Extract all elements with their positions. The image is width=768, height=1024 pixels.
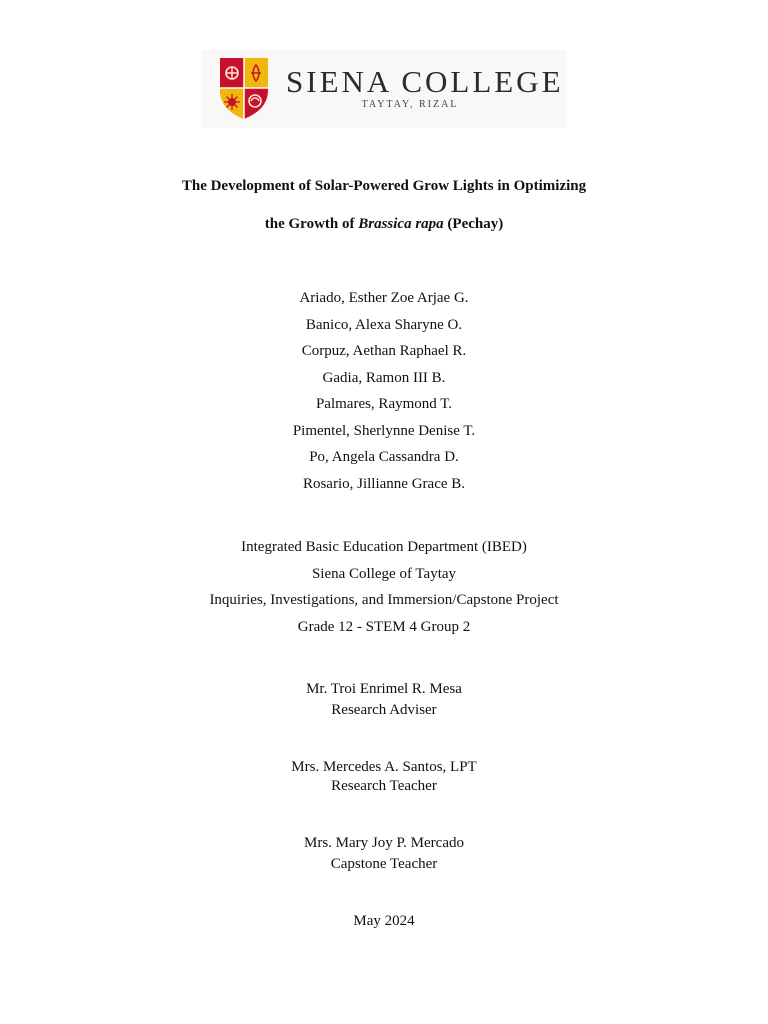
- teacher-name: Mrs. Mercedes A. Santos, LPT: [291, 759, 477, 775]
- siena-shield-icon: [218, 56, 270, 120]
- title-prefix: the Growth of: [264, 216, 359, 232]
- adviser-name: Mr. Troi Enrimel R. Mesa: [306, 681, 462, 697]
- author-name: Banico, Alexa Sharyne O.: [305, 317, 463, 333]
- teacher-role: Capstone Teacher: [330, 856, 438, 872]
- department: Integrated Basic Education Department (IBED): [241, 539, 527, 555]
- title-line-2: [0, 215, 768, 233]
- author-name: Po, Angela Cassandra D.: [309, 449, 459, 465]
- author-name: Gadia, Ramon III B.: [322, 370, 446, 386]
- siena-college-logo: [202, 50, 566, 128]
- teacher-role: Research Teacher: [331, 778, 437, 794]
- brand-name: SIENA COLLEGE: [286, 64, 564, 99]
- species-name: Brassica rapa: [358, 216, 444, 232]
- title-suffix: (Pechay): [443, 216, 504, 232]
- author-name: Rosario, Jillianne Grace B.: [302, 476, 466, 492]
- adviser-role: Research Adviser: [331, 702, 437, 718]
- teacher-name: Mrs. Mary Joy P. Mercado: [304, 835, 464, 851]
- course-name: Inquiries, Investigations, and Immersion/Capstone Project: [209, 592, 559, 608]
- brand-location: TAYTAY, RIZAL: [361, 99, 459, 110]
- author-name: Pimentel, Sherlynne Denise T.: [292, 423, 476, 439]
- author-name: Corpuz, Aethan Raphael R.: [301, 343, 467, 359]
- author-name: Ariado, Esther Zoe Arjae G.: [299, 290, 469, 306]
- school-name: Siena College of Taytay: [311, 566, 457, 582]
- title-line-1: The Development of Solar-Powered Grow Lights in Optimizing: [181, 178, 587, 194]
- submission-date: May 2024: [353, 913, 415, 929]
- grade-section: Grade 12 - STEM 4 Group 2: [297, 619, 471, 635]
- author-name: Palmares, Raymond T.: [315, 396, 453, 412]
